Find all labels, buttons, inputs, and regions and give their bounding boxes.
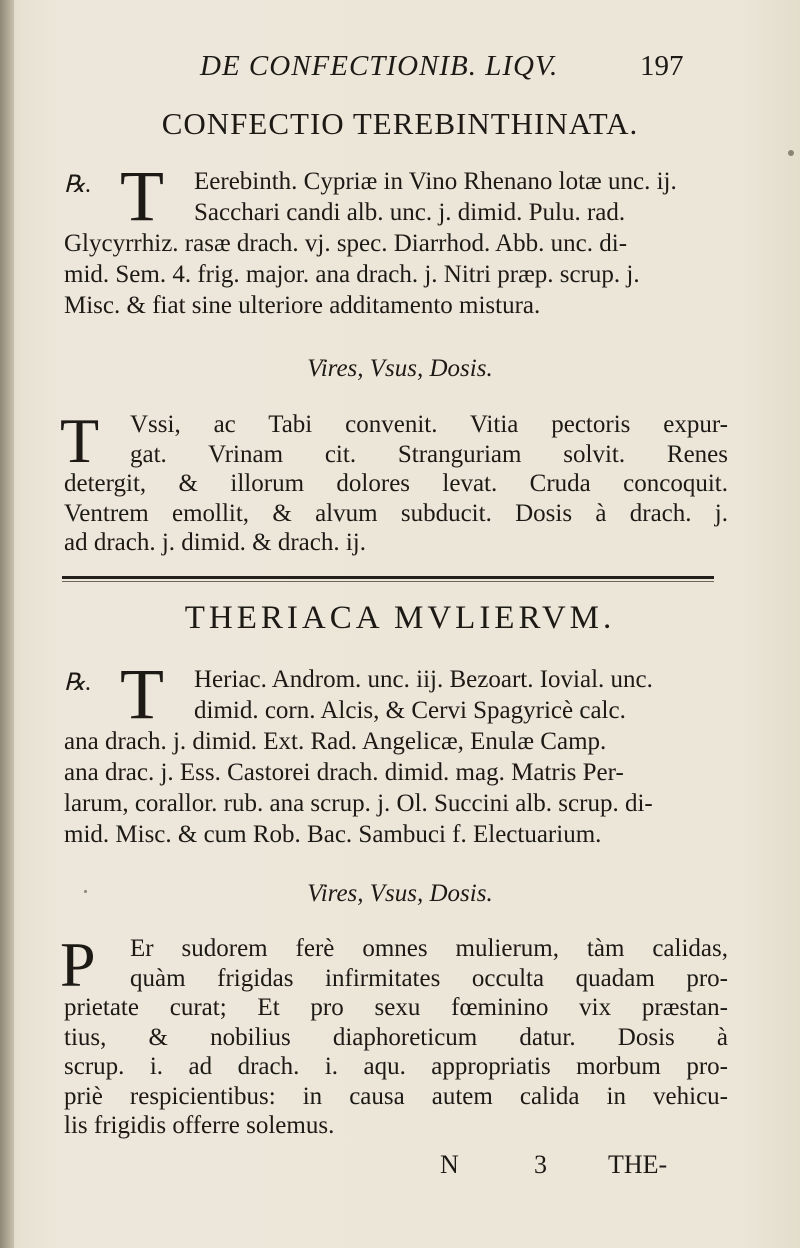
page-header <box>200 50 720 84</box>
recipe-line: dimid. corn. Alcis, & Cervi Spagyricè calc. <box>194 697 626 724</box>
drop-cap: T <box>120 156 164 236</box>
para-line: lis frigidis offerre solemus. <box>64 1112 335 1139</box>
para-line: detergit, & illorum dolores levat. Cruda concoquit. <box>64 470 728 497</box>
recipe-line: mid. Misc. & cum Rob. Bac. Sambuci f. Electuarium. <box>64 821 602 848</box>
recipe-symbol: ℞. <box>64 172 92 198</box>
page-footer <box>440 1150 720 1182</box>
recipe-line: Heriac. Androm. unc. iij. Bezoart. Iovial. unc. <box>194 666 653 693</box>
running-title: DE CONFECTIONIB. LIQV. <box>200 50 559 82</box>
catchword: THE- <box>608 1150 668 1179</box>
page-gutter <box>0 0 14 1248</box>
page-number: 197 <box>640 50 684 82</box>
recipe-line: Glycyrrhiz. rasæ drach. vj. spec. Diarrhod. Abb. unc. di- <box>64 230 628 257</box>
recipe-line: Misc. & fiat sine ulteriore additamento mistura. <box>64 292 541 319</box>
para-line: quàm frigidas infirmitates occulta quadam pro- <box>130 964 728 992</box>
recipe-line: larum, corallor. rub. ana scrup. j. Ol. Succini alb. scrup. di- <box>64 790 653 817</box>
drop-cap: T <box>120 654 164 734</box>
recipe-line: ana drach. j. dimid. Ext. Rad. Angelicæ, Enulæ Camp. <box>64 728 607 755</box>
para-line: gat. Vrinam cit. Stranguriam solvit. Renes <box>130 440 728 468</box>
signature-number: 3 <box>534 1150 547 1179</box>
recipe-line: Eerebinth. Cypriæ in Vino Rhenano lotæ unc. ij. <box>194 168 677 195</box>
subheading-vires: Vires, Vsus, Dosis. <box>307 880 493 907</box>
para-line: Er sudorem ferè omnes mulierum, tàm calidas, <box>130 935 728 962</box>
para-line: priè respicientibus: in causa autem calida in vehicu- <box>64 1082 728 1110</box>
signature-mark: N <box>440 1150 459 1179</box>
paragraph-vires <box>60 929 728 1141</box>
recipe-line: Sacchari candi alb. unc. j. dimid. Pulu. rad. <box>194 199 626 226</box>
para-line: tius, & nobilius diaphoreticum datur. Dosis à <box>64 1023 728 1051</box>
para-line: Vssi, ac Tabi convenit. Vitia pectoris expur- <box>130 411 728 438</box>
drop-cap: P <box>60 929 96 1000</box>
recipe-line: ana drac. j. Ess. Castorei drach. dimid. mag. Matris Per- <box>64 759 624 786</box>
drop-cap: T <box>60 405 100 476</box>
para-line: Ventrem emollit, & alvum subducit. Dosis à drach. j. <box>64 499 728 527</box>
section-title-confectio: CONFECTIO TEREBINTHINATA. <box>161 106 639 141</box>
section-divider <box>62 576 714 579</box>
section-divider-thin <box>62 581 714 582</box>
para-line: prietate curat; Et pro sexu fœminino vix præstan- <box>64 994 728 1021</box>
para-line: ad drach. j. dimid. & drach. ij. <box>64 529 367 556</box>
para-line: scrup. i. ad drach. i. aqu. appropriatis morbum pro- <box>64 1053 728 1080</box>
subheading-vires: Vires, Vsus, Dosis. <box>307 355 493 382</box>
paper-speck <box>788 150 794 156</box>
section-title-theriaca: THERIACA MVLIERVM. <box>184 600 616 636</box>
paragraph-vires <box>60 405 728 558</box>
recipe-symbol: ℞. <box>64 670 92 696</box>
paper-speck <box>84 890 87 893</box>
recipe-line: mid. Sem. 4. frig. major. ana drach. j. Nitri præp. scrup. j. <box>64 261 640 288</box>
